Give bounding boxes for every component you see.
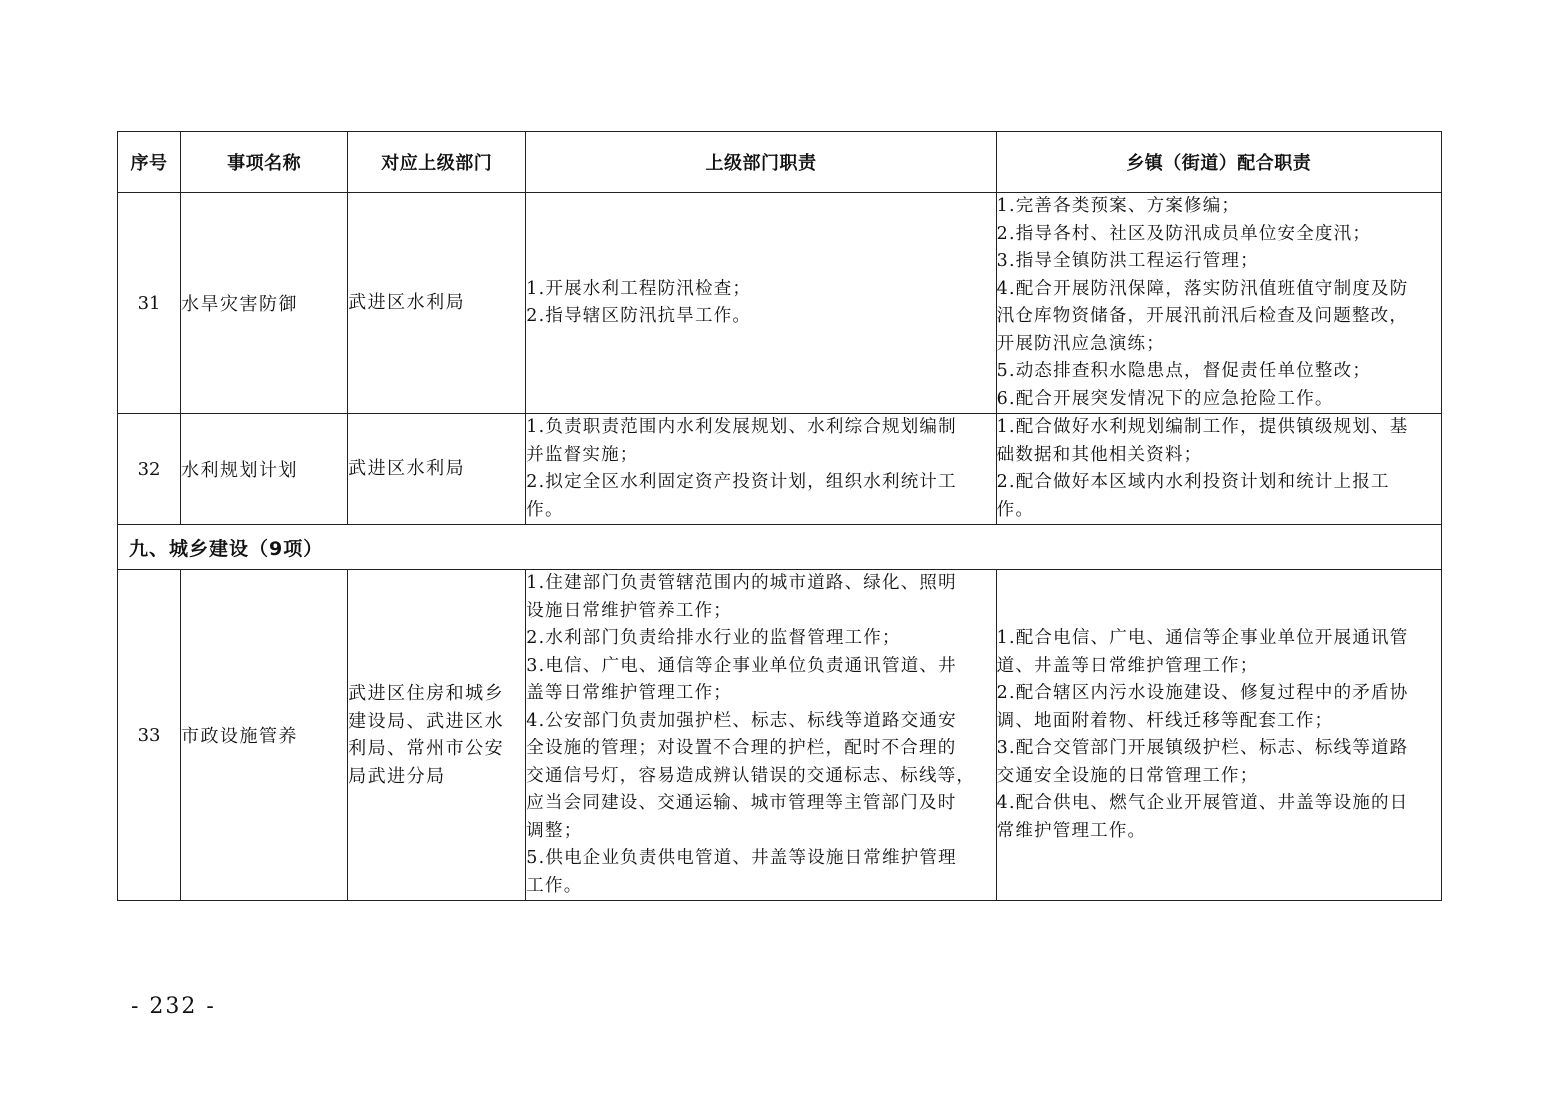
- duty-line: 1.配合做好水利规划编制工作，提供镇级规划、基: [996, 417, 1409, 437]
- duty-line: 汛仓库物资储备，开展汛前汛后检查及问题整改，: [996, 306, 1409, 326]
- item-name: 水旱灾害防御: [181, 193, 348, 414]
- duty-line: 设施日常维护管养工作；: [526, 600, 732, 621]
- table-row: [118, 570, 1442, 901]
- header-superior-dept: 对应上级部门: [348, 132, 526, 193]
- duty-line: 1.住建部门负责管辖范围内的城市道路、绿化、照明: [526, 573, 957, 593]
- duty-line: 1.负责职责范围内水利发展规划、水利综合规划编制: [526, 417, 957, 437]
- duty-line: 4.公安部门负责加强护栏、标志、标线等道路交通安: [526, 710, 957, 731]
- dept-line: 利局、常州市公安: [348, 738, 505, 759]
- superior-dept: [348, 414, 526, 525]
- dept-line: 武进区水利局: [348, 292, 466, 314]
- duty-line: 1.开展水利工程防汛检查；: [526, 278, 752, 299]
- dept-line: 局武进分局: [348, 765, 446, 787]
- superior-duty: [526, 414, 996, 525]
- row-number: 33: [118, 570, 181, 901]
- duty-line: 2.配合做好本区域内水利投资计划和统计上报工: [996, 472, 1390, 492]
- duty-line: 5.动态排查积水隐患点，督促责任单位整改；: [996, 361, 1372, 381]
- duty-line: 工作。: [526, 875, 583, 896]
- header-no: 序号: [118, 132, 181, 193]
- section-heading-row: [118, 525, 1442, 570]
- dept-line: 建设局、武进区水: [348, 710, 505, 732]
- superior-duty: [526, 193, 996, 414]
- row-number: 32: [118, 414, 181, 525]
- duty-line: 应当会同建设、交通运输、城市管理等主管部门及时: [526, 793, 957, 813]
- table-row: [118, 414, 1442, 525]
- duty-line: 作。: [526, 499, 564, 520]
- item-name: 市政设施管养: [181, 570, 348, 901]
- page-number: - 232 -: [131, 994, 216, 1019]
- duty-line: 2.水利部门负责给排水行业的监督管理工作；: [526, 628, 901, 648]
- duty-line: 作。: [996, 499, 1035, 520]
- duty-line: 2.指导辖区防汛抗旱工作。: [526, 306, 752, 326]
- duty-line: 盖等日常维护管理工作；: [526, 683, 732, 703]
- duty-line: 3.电信、广电、通信等企事业单位负责通讯管道、井: [526, 655, 957, 676]
- duty-line: 调、地面附着物、杆线迁移等配套工作；: [996, 710, 1334, 731]
- township-duty: [996, 193, 1441, 414]
- duty-line: 6.配合开展突发情况下的应急抢险工作。: [996, 388, 1334, 409]
- header-township-duty: 乡镇（街道）配合职责: [996, 132, 1441, 193]
- duty-line: 4.配合开展防汛保障，落实防汛值班值守制度及防: [996, 278, 1409, 299]
- duty-line: 础数据和其他相关资料；: [996, 444, 1203, 465]
- duty-line: 4.配合供电、燃气企业开展管道、井盖等设施的日: [996, 793, 1409, 813]
- duty-line: 2.配合辖区内污水设施建设、修复过程中的矛盾协: [996, 683, 1409, 703]
- duty-line: 2.拟定全区水利固定资产投资计划，组织水利统计工: [526, 472, 957, 492]
- dept-line: 武进区水利局: [348, 458, 466, 480]
- township-duty: [996, 570, 1441, 901]
- superior-dept: [348, 570, 526, 901]
- table-row: [118, 193, 1442, 414]
- superior-dept: [348, 193, 526, 414]
- duty-line: 调整；: [526, 820, 583, 841]
- header-item-name: 事项名称: [181, 132, 348, 193]
- item-name: 水利规划计划: [181, 414, 348, 525]
- duty-line: 5.供电企业负责供电管道、井盖等设施日常维护管理: [526, 848, 957, 868]
- duty-line: 2.指导各村、社区及防汛成员单位安全度汛；: [996, 223, 1372, 244]
- duty-line: 开展防汛应急演练；: [996, 333, 1165, 354]
- duty-line: 交通安全设施的日常管理工作；: [996, 765, 1259, 786]
- dept-line: 武进区住房和城乡: [348, 683, 505, 704]
- duty-line: 交通信号灯，容易造成辨认错误的交通标志、标线等，: [526, 765, 976, 786]
- duty-line: 1.配合电信、广电、通信等企事业单位开展通讯管: [996, 628, 1409, 648]
- table-header-row: [118, 132, 1442, 193]
- section-heading: 九、城乡建设（9项）: [118, 525, 1442, 570]
- duty-line: 1.完善各类预案、方案修编；: [996, 196, 1241, 216]
- duty-line: 全设施的管理；对设置不合理的护栏，配时不合理的: [526, 738, 957, 758]
- header-superior-duty: 上级部门职责: [526, 132, 996, 193]
- duty-table: [117, 131, 1442, 901]
- row-number: 31: [118, 193, 181, 414]
- duty-line: 常维护管理工作。: [996, 820, 1147, 841]
- duty-line: 道、井盖等日常维护管理工作；: [996, 655, 1259, 676]
- duty-line: 并监督实施；: [526, 444, 639, 465]
- duty-line: 3.配合交管部门开展镇级护栏、标志、标线等道路: [996, 738, 1409, 758]
- superior-duty: [526, 570, 996, 901]
- township-duty: [996, 414, 1441, 525]
- duty-line: 3.指导全镇防洪工程运行管理；: [996, 251, 1259, 271]
